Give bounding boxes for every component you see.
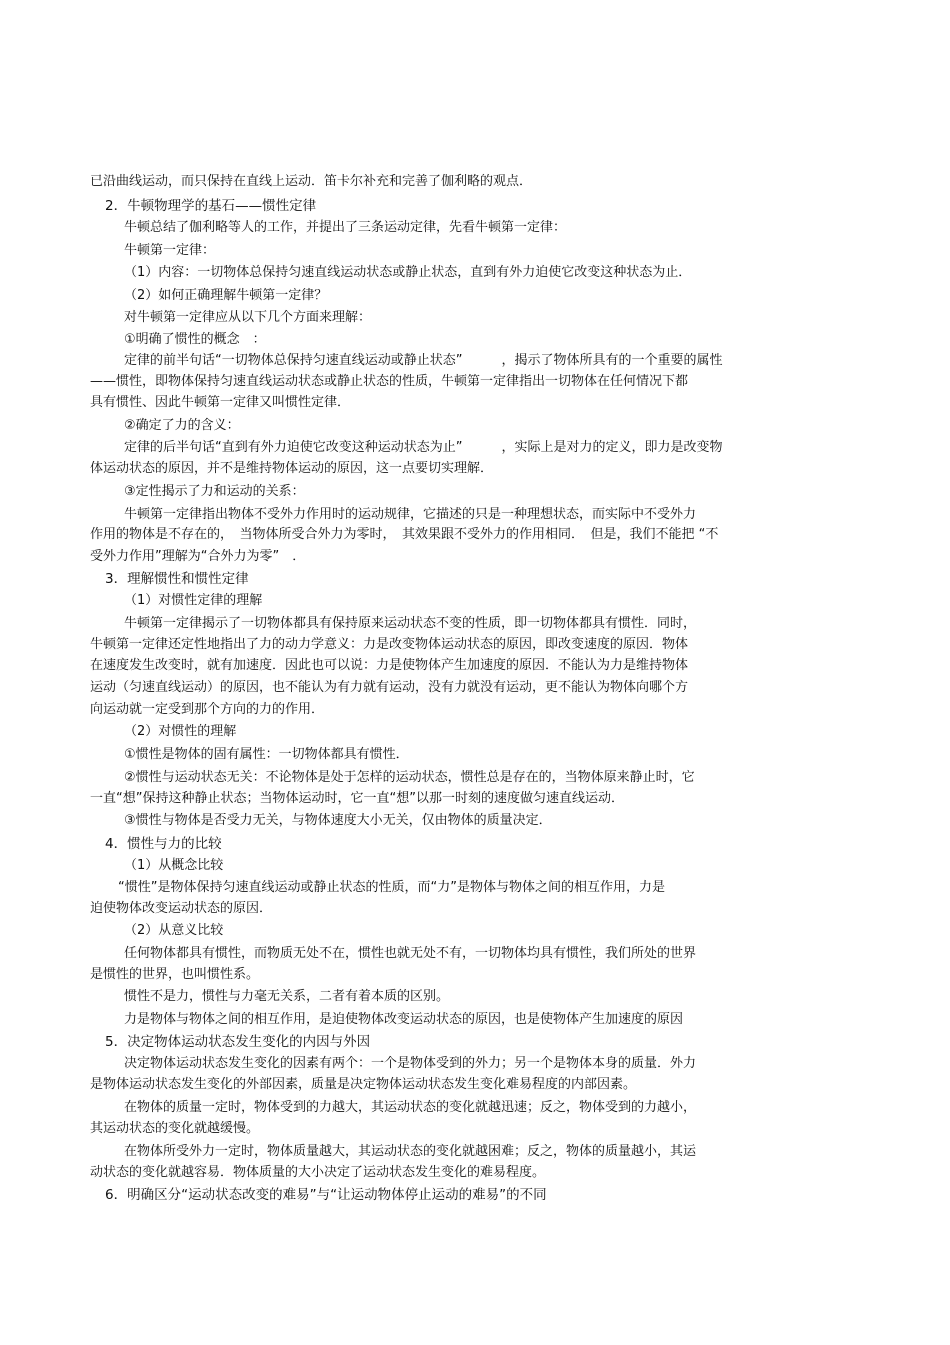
- section-heading-2: 2．牛顿物理学的基石——惯性定律: [105, 198, 317, 214]
- text-line: ①明确了惯性的概念 ：: [124, 332, 266, 347]
- text-line: 是物体运动状态发生变化的外部因素，质量是决定物体运动状态发生变化难易程度的内部因素。: [90, 1077, 637, 1092]
- text-line: 动状态的变化就越容易．物体质量的大小决定了运动状态发生变化的难易程度。: [90, 1165, 546, 1180]
- text-line: ①惯性是物体的固有属性：一切物体都具有惯性．: [124, 747, 409, 762]
- text-line: ——惯性，即物体保持匀速直线运动状态或静止状态的性质，牛顿第一定律指出一切物体在任何情况下都: [90, 374, 689, 389]
- text-line: 体运动状态的原因，并不是维持物体运动的原因，这一点要切实理解．: [90, 461, 494, 476]
- text-line: 迫使物体改变运动状态的原因．: [90, 901, 273, 916]
- text-line: 决定物体运动状态发生变化的因素有两个：一个是物体受到的外力；另一个是物体本身的质量．外力: [124, 1056, 697, 1071]
- text-line: 牛顿第一定律指出物体不受外力作用时的运动规律，它描述的只是一种理想状态，而实际中不受外力: [124, 507, 697, 522]
- text-line: 受外力作用”理解为“合外力为零” ．: [90, 549, 306, 564]
- text-line: ②惯性与运动状态无关：不论物体是处于怎样的运动状态，惯性总是存在的，当物体原来静止时，它: [124, 770, 695, 785]
- text-line: 任何物体都具有惯性，而物质无处不在，惯性也就无处不有，一切物体均具有惯性，我们所处的世界: [124, 946, 697, 961]
- section-heading-3: 3．理解惯性和惯性定律: [105, 571, 249, 587]
- text-line: 定律的前半句话“一切物体总保持匀速直线运动或静止状态” ，揭示了物体所具有的一个重要的属性: [124, 353, 723, 368]
- text-line: 运动（匀速直线运动）的原因，也不能认为有力就有运动，没有力就没有运动，更不能认为物体向哪个方: [90, 680, 689, 695]
- text-line: （1）从概念比较: [124, 858, 224, 873]
- text-line: 是惯性的世界，也叫惯性系。: [90, 967, 260, 982]
- text-line: 惯性不是力，惯性与力毫无关系，二者有着本质的区别。: [124, 989, 450, 1004]
- text-line: 一直“想”保持这种静止状态；当物体运动时，它一直“想”以那一时刻的速度做匀速直线运动．: [90, 791, 624, 806]
- section-heading-4: 4．惯性与力的比较: [105, 836, 222, 852]
- text-line: ③定性揭示了力和运动的关系：: [124, 484, 305, 499]
- text-line: （2）如何正确理解牛顿第一定律？: [124, 288, 328, 303]
- text-line: 作用的物体是不存在的， 当物体所受合外力为零时， 其效果跟不受外力的作用相同． 但是，我们不能把 “不: [90, 527, 719, 542]
- text-line: 对牛顿第一定律应从以下几个方面来理解：: [124, 310, 372, 325]
- text-line: 在速度发生改变时，就有加速度．因此也可以说：力是使物体产生加速度的原因．不能认为力是维持物体: [90, 658, 689, 673]
- text-line: 牛顿第一定律：: [124, 243, 216, 258]
- text-line: 在物体的质量一定时，物体受到的力越大，其运动状态的变化就越迅速；反之，物体受到的力越小，: [124, 1100, 697, 1115]
- section-heading-6: 6．明确区分“运动状态改变的难易”与“让运动物体停止运动的难易”的不同: [105, 1187, 547, 1203]
- text-line: 具有惯性、因此牛顿第一定律又叫惯性定律．: [90, 395, 351, 410]
- text-line: “惯性”是物体保持匀速直线运动或静止状态的性质，而“力”是物体与物体之间的相互作用，力是: [118, 880, 665, 895]
- text-line: （2）从意义比较: [124, 923, 224, 938]
- text-line: （1）内容：一切物体总保持匀速直线运动状态或静止状态，直到有外力迫使它改变这种状态为止．: [124, 265, 692, 280]
- text-line: 力是物体与物体之间的相互作用，是迫使物体改变运动状态的原因，也是使物体产生加速度的原因: [124, 1012, 684, 1027]
- text-line: 其运动状态的变化就越缓慢。: [90, 1121, 260, 1136]
- text-line: 定律的后半句话“直到有外力迫使它改变这种运动状态为止” ，实际上是对力的定义，即力是改变物: [124, 440, 723, 455]
- text-line: （2）对惯性的理解: [124, 724, 237, 739]
- text-line: 牛顿总结了伽利略等人的工作，并提出了三条运动定律，先看牛顿第一定律：: [124, 220, 567, 235]
- text-line: （1）对惯性定律的理解: [124, 593, 263, 608]
- text-line: ③惯性与物体是否受力无关，与物体速度大小无关，仅由物体的质量决定．: [124, 813, 552, 828]
- text-line: 牛顿第一定律揭示了一切物体都具有保持原来运动状态不变的性质，即一切物体都具有惯性．同时，: [124, 616, 697, 631]
- text-line: 向运动就一定受到那个方向的力的作用．: [90, 702, 325, 717]
- section-heading-5: 5．决定物体运动状态发生变化的内因与外因: [105, 1034, 371, 1050]
- text-line: ②确定了力的含义：: [124, 418, 240, 433]
- text-line: 已沿曲线运动，而只保持在直线上运动．笛卡尔补充和完善了伽利略的观点．: [90, 174, 533, 189]
- text-line: 牛顿第一定律还定性地指出了力的动力学意义：力是改变物体运动状态的原因，即改变速度的原因．物体: [90, 637, 689, 652]
- text-line: 在物体所受外力一定时，物体质量越大，其运动状态的变化就越困难；反之，物体的质量越小，其运: [124, 1144, 697, 1159]
